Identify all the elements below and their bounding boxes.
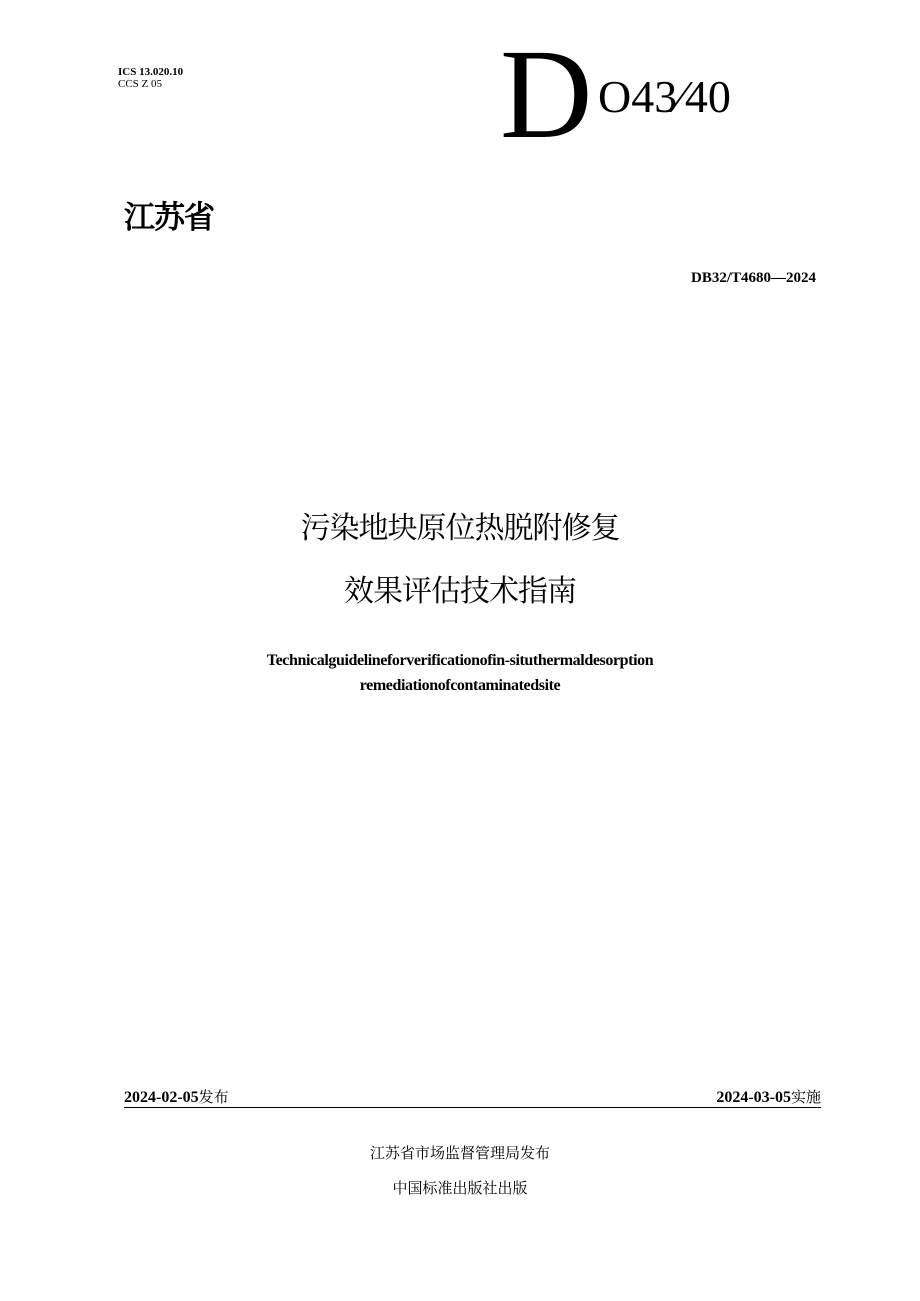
english-title-line-2: remediationofcontaminatedsite	[359, 677, 561, 694]
press: 中国标准出版社出版	[392, 1179, 528, 1197]
implement-date-block	[716, 1086, 821, 1109]
ics-code: ICS 13.020.10	[118, 66, 184, 78]
chinese-title-line-2: 效果评估技术指南	[344, 574, 576, 609]
issuer: 江苏省市场监督管理局发布	[369, 1144, 550, 1162]
date-line	[124, 1086, 821, 1108]
standard-mark-letter: D	[500, 23, 593, 165]
province-name: 江苏省	[124, 200, 214, 236]
implement-date: 2024-03-05	[716, 1089, 791, 1106]
standard-mark-code: O43⁄40	[598, 71, 731, 122]
standard-number: DB32/T4680—2024	[690, 270, 816, 286]
chinese-title-line-1: 污染地块原位热脱附修复	[300, 511, 620, 546]
ccs-code: CCS Z 05	[118, 78, 163, 90]
english-title-line-1: Technicalguidelineforverificationofin-situthermaldesorption	[266, 652, 654, 669]
implement-label: 实施	[790, 1088, 821, 1106]
issue-date-block	[124, 1086, 229, 1109]
issue-date: 2024-02-05	[124, 1089, 199, 1106]
issue-label: 发布	[198, 1088, 229, 1106]
